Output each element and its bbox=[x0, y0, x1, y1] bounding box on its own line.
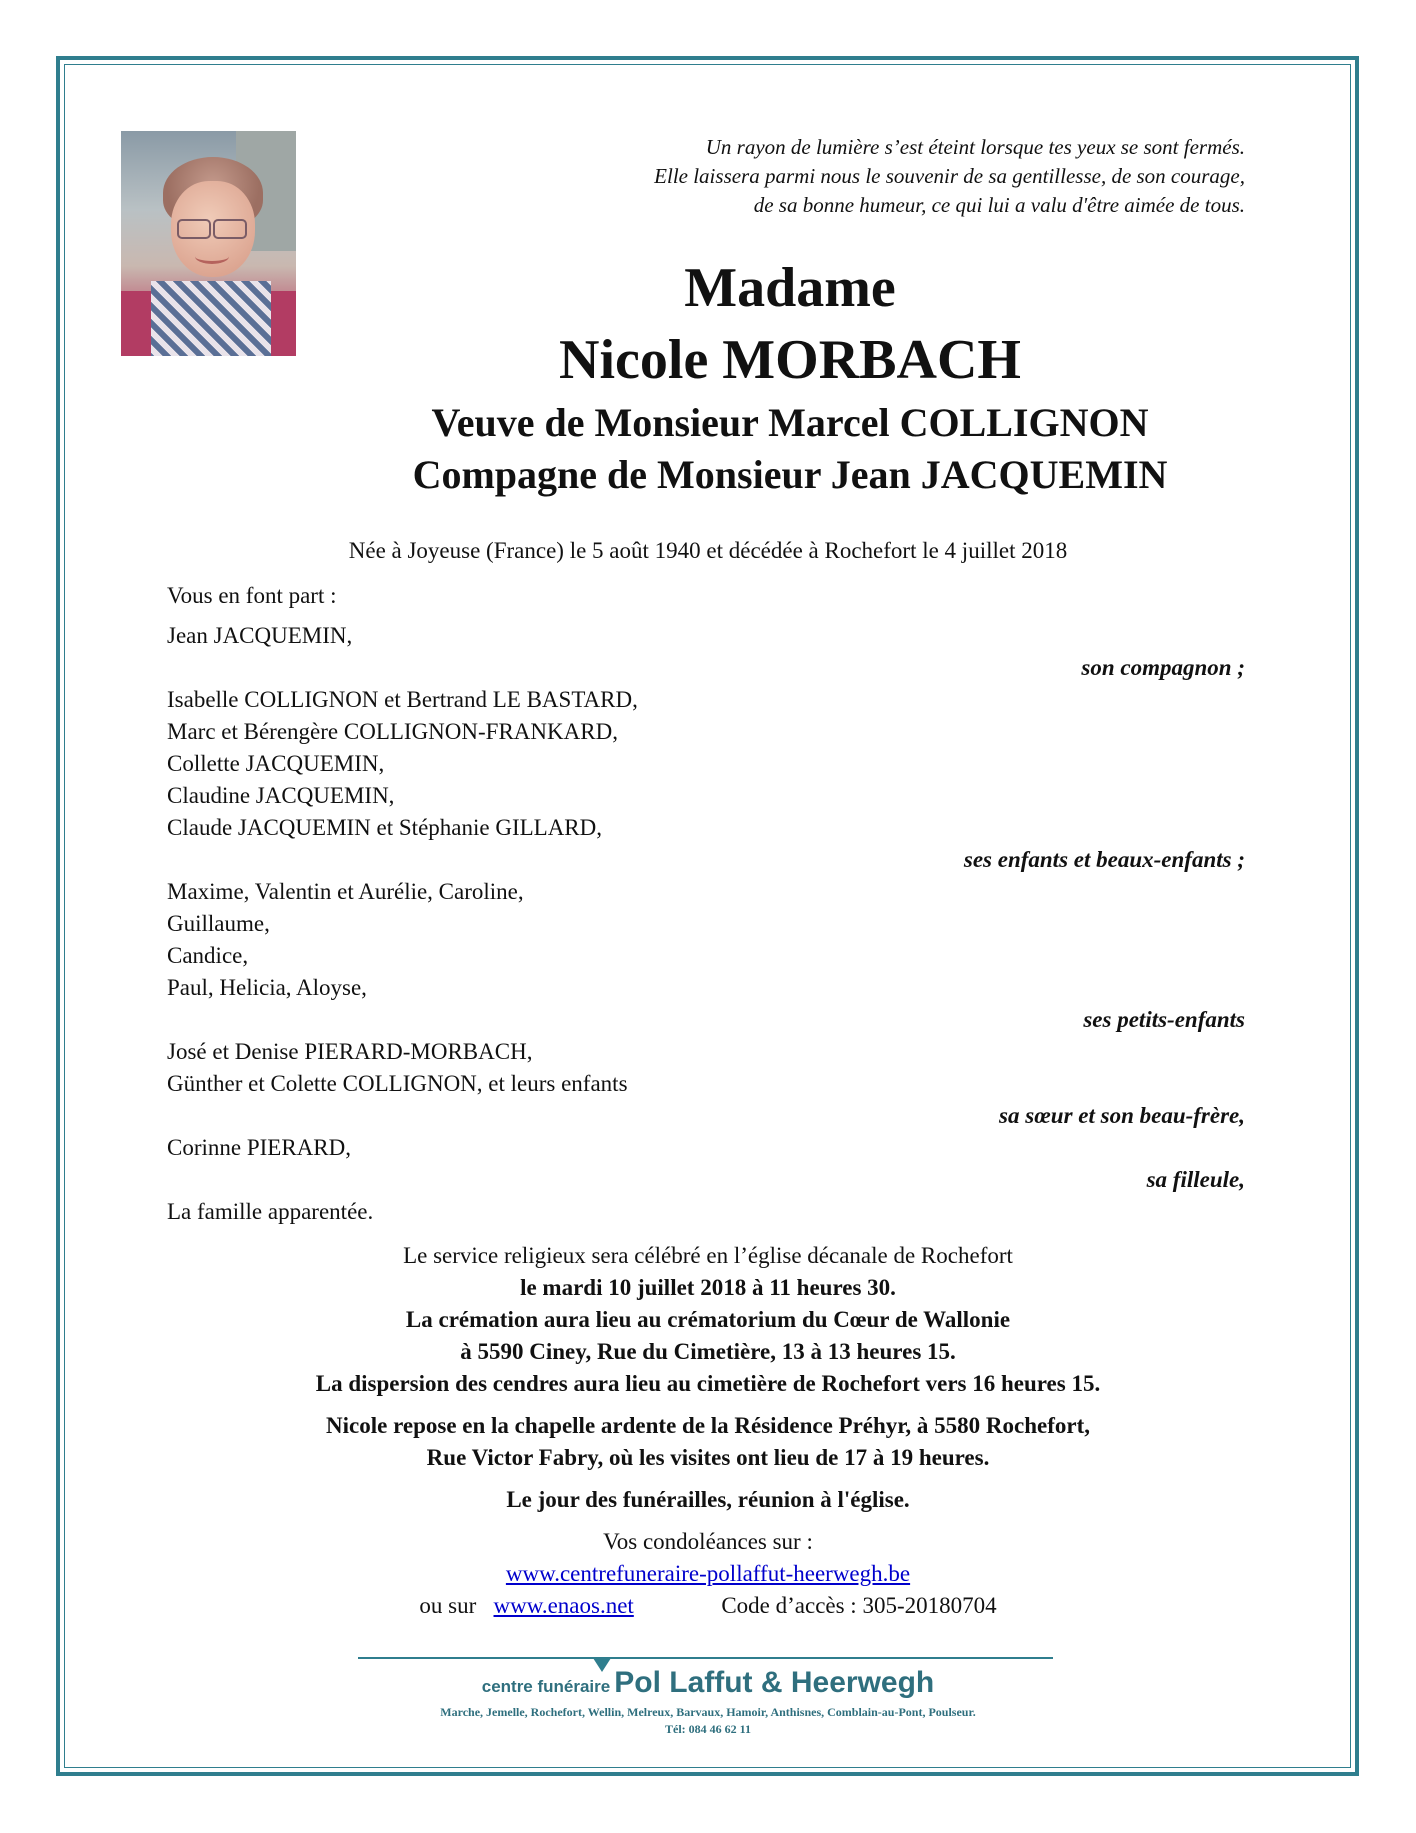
quote-line: de sa bonne humeur, ce qui lui a valu d'être aimée de tous. bbox=[753, 193, 1245, 217]
condolences-link-primary[interactable]: www.centrefuneraire-pollaffut-heerwegh.be bbox=[505, 1561, 911, 1586]
family-member: Claude JACQUEMIN et Stéphanie GILLARD, bbox=[167, 815, 603, 840]
memorial-quote bbox=[485, 133, 1245, 220]
family-closing: La famille apparentée. bbox=[167, 1199, 374, 1224]
family-group-3 bbox=[167, 876, 524, 1004]
family-member: Guillaume, bbox=[167, 911, 270, 936]
family-relation-2: ses enfants et beaux-enfants ; bbox=[963, 847, 1245, 872]
family-relation-1: son compagnon ; bbox=[1081, 655, 1245, 680]
widow-line: Veuve de Monsieur Marcel COLLIGNON bbox=[431, 400, 1149, 445]
funeral-home-logo bbox=[0, 1666, 1416, 1700]
logo-brand: Pol Laffut & Heerwegh bbox=[614, 1666, 935, 1699]
condolences-label: Vos condoléances sur : bbox=[603, 1529, 813, 1554]
logo-prefix: centre funéraire bbox=[481, 1677, 611, 1696]
honorific-title: Madame bbox=[684, 257, 896, 319]
family-member: Paul, Helicia, Aloyse, bbox=[167, 975, 367, 1000]
family-member: José et Denise PIERARD-MORBACH, bbox=[167, 1039, 533, 1064]
family-group-4 bbox=[167, 1036, 628, 1100]
family-member: Isabelle COLLIGNON et Bertrand LE BASTARD, bbox=[167, 687, 638, 712]
condolences-link-enaos[interactable]: www.enaos.net bbox=[493, 1593, 634, 1618]
or-text: ou sur bbox=[419, 1593, 477, 1618]
footer-locations: Marche, Jemelle, Rochefort, Wellin, Melreux, Barvaux, Hamoir, Anthisnes, Comblain-au-Pont, Poulseur. bbox=[440, 1705, 976, 1719]
cremation-line: La crémation aura lieu au crématorium du Cœur de Wallonie bbox=[405, 1307, 1011, 1332]
family-relation-5: sa filleule, bbox=[1146, 1167, 1245, 1192]
condolences-alt-row bbox=[0, 1590, 1416, 1622]
ashes-dispersion-line: La dispersion des cendres aura lieu au cimetière de Rochefort vers 16 heures 15. bbox=[315, 1371, 1101, 1396]
quote-line: Elle laissera parmi nous le souvenir de sa gentillesse, de son courage, bbox=[654, 164, 1245, 188]
family-member: Günther et Colette COLLIGNON, et leurs enfants bbox=[167, 1071, 628, 1096]
footer-phone: Tél: 084 46 62 11 bbox=[665, 1722, 751, 1736]
family-member: Candice, bbox=[167, 943, 249, 968]
family-group-1 bbox=[167, 620, 352, 652]
condolences-url-row bbox=[0, 1558, 1416, 1590]
cremation-address: à 5590 Ciney, Rue du Cimetière, 13 à 13 heures 15. bbox=[460, 1339, 956, 1364]
quote-line: Un rayon de lumière s’est éteint lorsque tes yeux se sont fermés. bbox=[705, 135, 1245, 159]
chapel-line: Nicole repose en la chapelle ardente de la Résidence Préhyr, à 5580 Rochefort, bbox=[326, 1413, 1090, 1438]
family-relation-3: ses petits-enfants bbox=[1083, 1007, 1245, 1032]
family-member: Maxime, Valentin et Aurélie, Caroline, bbox=[167, 879, 524, 904]
family-member: Claudine JACQUEMIN, bbox=[167, 783, 395, 808]
footer-divider bbox=[358, 1657, 1053, 1659]
family-group-5 bbox=[167, 1132, 351, 1164]
birth-death-line: Née à Joyeuse (France) le 5 août 1940 et décédée à Rochefort le 4 juillet 2018 bbox=[348, 538, 1068, 563]
deceased-name: Nicole MORBACH bbox=[559, 329, 1021, 391]
funeral-day-note: Le jour des funérailles, réunion à l'église. bbox=[506, 1487, 910, 1512]
chapel-address: Rue Victor Fabry, où les visites ont lieu de 17 à 19 heures. bbox=[426, 1445, 990, 1470]
companion-line: Compagne de Monsieur Jean JACQUEMIN bbox=[412, 452, 1168, 497]
family-member: Jean JACQUEMIN, bbox=[167, 623, 353, 648]
portrait-photo bbox=[121, 131, 296, 356]
intro-text: Vous en font part : bbox=[167, 583, 337, 608]
access-code: Code d’accès : 305-20180704 bbox=[721, 1593, 997, 1618]
family-relation-4: sa sœur et son beau-frère, bbox=[999, 1103, 1245, 1128]
service-date: le mardi 10 juillet 2018 à 11 heures 30. bbox=[520, 1275, 896, 1300]
family-member: Corinne PIERARD, bbox=[167, 1135, 351, 1160]
family-member: Marc et Bérengère COLLIGNON-FRANKARD, bbox=[167, 719, 618, 744]
service-line: Le service religieux sera célébré en l’église décanale de Rochefort bbox=[403, 1243, 1013, 1268]
family-member: Collette JACQUEMIN, bbox=[167, 751, 385, 776]
family-group-2 bbox=[167, 684, 638, 844]
